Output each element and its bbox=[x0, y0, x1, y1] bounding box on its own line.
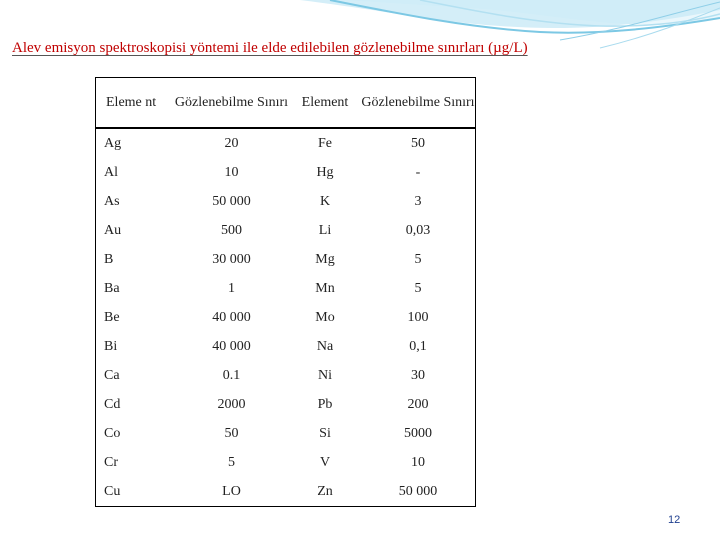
table-row bbox=[96, 448, 476, 477]
table-row bbox=[96, 390, 476, 419]
cell-element: Cr bbox=[104, 454, 118, 470]
cell-detection-limit: 0.1 bbox=[222, 367, 241, 383]
cell-detection-limit-2: 5 bbox=[414, 280, 422, 296]
column-header-detection-limit: Gözlenebilme Sınırı bbox=[174, 78, 289, 129]
cell-detection-limit-2: 100 bbox=[407, 309, 429, 325]
cell-element: Co bbox=[104, 425, 121, 441]
cell-detection-limit: 10 bbox=[224, 164, 239, 180]
cell-detection-limit: 40 000 bbox=[212, 309, 251, 325]
cell-detection-limit: 5 bbox=[228, 454, 235, 470]
cell-detection-limit-2: - bbox=[415, 164, 421, 180]
cell-element-2: V bbox=[319, 454, 331, 470]
cell-element-2: Li bbox=[318, 222, 332, 238]
cell-detection-limit: 2000 bbox=[217, 396, 246, 412]
cell-element: Cd bbox=[104, 396, 121, 412]
cell-detection-limit-2: 50 bbox=[411, 135, 425, 151]
cell-element-2: Na bbox=[316, 338, 334, 354]
cell-element-2: Zn bbox=[317, 483, 333, 499]
table-row bbox=[96, 187, 476, 216]
cell-detection-limit: 20 bbox=[224, 135, 239, 151]
cell-element: As bbox=[104, 193, 120, 209]
cell-detection-limit-2: 5 bbox=[414, 251, 422, 267]
table-row bbox=[96, 477, 476, 507]
cell-detection-limit-2: 10 bbox=[411, 454, 425, 470]
table-row bbox=[96, 128, 476, 158]
table-body bbox=[96, 128, 476, 507]
cell-element-2: Hg bbox=[316, 164, 334, 180]
detection-limits-table bbox=[95, 77, 476, 507]
cell-detection-limit: LO bbox=[222, 483, 241, 499]
table-row bbox=[96, 419, 476, 448]
table-row bbox=[96, 216, 476, 245]
cell-element-2: Mo bbox=[315, 309, 335, 325]
cell-element: Ba bbox=[104, 280, 120, 296]
cell-element-2: Fe bbox=[318, 135, 332, 151]
cell-detection-limit-2: 0,1 bbox=[409, 338, 427, 354]
cell-element: Au bbox=[104, 222, 122, 238]
cell-detection-limit-2: 50 000 bbox=[398, 483, 438, 499]
cell-detection-limit-2: 200 bbox=[407, 396, 429, 412]
slide-title: Alev emisyon spektroskopisi yöntemi ile elde edilebilen gözlenebilme sınırları (µg/L) bbox=[12, 40, 528, 56]
cell-detection-limit: 40 000 bbox=[212, 338, 251, 354]
cell-element-2: Mn bbox=[315, 280, 335, 296]
cell-element: Cu bbox=[104, 483, 121, 499]
cell-detection-limit-2: 3 bbox=[414, 193, 422, 209]
table-row bbox=[96, 361, 476, 390]
table-row bbox=[96, 332, 476, 361]
cell-detection-limit: 50 000 bbox=[212, 193, 251, 209]
column-header-detection-limit-2: Gözlenebilme Sınırı bbox=[361, 78, 476, 129]
table-row bbox=[96, 245, 476, 274]
column-header-element: Eleme nt bbox=[96, 78, 175, 129]
cell-detection-limit: 30 000 bbox=[212, 251, 251, 267]
cell-detection-limit: 50 bbox=[224, 425, 239, 441]
cell-element-2: Si bbox=[319, 425, 331, 441]
cell-element-2: Pb bbox=[317, 396, 333, 412]
cell-detection-limit-2: 0,03 bbox=[405, 222, 431, 238]
table-row bbox=[96, 303, 476, 332]
cell-detection-limit: 500 bbox=[221, 222, 242, 238]
cell-detection-limit-2: 5000 bbox=[404, 425, 432, 441]
cell-element-2: Mg bbox=[315, 251, 335, 267]
cell-element-2: Ni bbox=[318, 367, 332, 383]
cell-detection-limit-2: 30 bbox=[411, 367, 425, 383]
table-row bbox=[96, 274, 476, 303]
table-row bbox=[96, 158, 476, 187]
cell-element-2: K bbox=[319, 193, 331, 209]
column-header-element-2: Element bbox=[289, 78, 361, 129]
cell-element: Al bbox=[104, 164, 118, 180]
cell-detection-limit: 1 bbox=[228, 280, 235, 296]
table-header-row bbox=[96, 78, 476, 129]
cell-element: Ca bbox=[104, 367, 120, 383]
cell-element: B bbox=[104, 251, 114, 267]
cell-element: Be bbox=[104, 309, 120, 325]
cell-element: Bi bbox=[104, 338, 118, 354]
page-number: 12 bbox=[668, 514, 681, 526]
cell-element: Ag bbox=[104, 135, 122, 151]
